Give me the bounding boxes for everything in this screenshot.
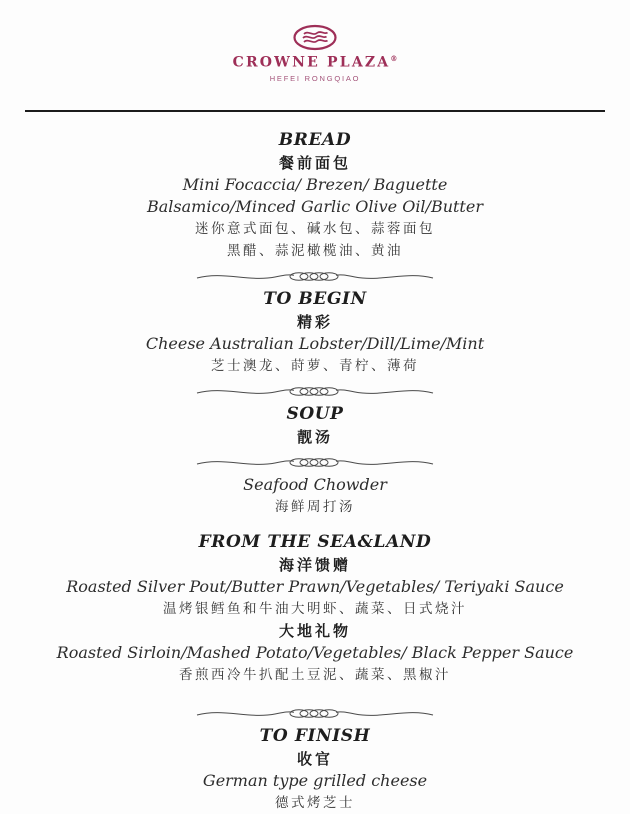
section-divider — [195, 704, 435, 720]
brand-header — [0, 24, 630, 83]
flourish-divider-icon — [195, 267, 435, 283]
menu-item-en: Seafood Chowder — [243, 474, 387, 494]
flourish-divider-icon — [195, 382, 435, 398]
menu-item-en: Cheese Australian Lobster/Dill/Lime/Mint — [145, 333, 485, 353]
section-title-zh: 大地礼物 — [278, 621, 351, 640]
menu-item-zh: 黑醋、蒜泥橄榄油、黄油 — [227, 242, 403, 259]
section-title-en: FROM THE SEA&LAND — [198, 531, 432, 552]
brand-name — [0, 54, 630, 71]
header-rule — [25, 110, 605, 112]
section-spacer — [0, 686, 630, 699]
section-title-en: TO BEGIN — [263, 288, 367, 309]
section-spacer — [0, 518, 630, 531]
menu-item-en: Roasted Silver Pout/Butter Prawn/Vegetables/ Teriyaki Sauce — [66, 576, 564, 596]
section-title-en: SOUP — [286, 403, 344, 424]
menu-item-zh: 温烤银鳕鱼和牛油大明虾、蔬菜、日式烧汁 — [163, 600, 467, 617]
trademark-symbol: ® — [390, 54, 398, 63]
menu-item-zh: 芝士澳龙、莳萝、青柠、薄荷 — [211, 357, 419, 374]
crowne-plaza-logo — [0, 24, 630, 51]
menu-item-en: Mini Focaccia/ Brezen/ Baguette — [182, 174, 448, 194]
flourish-divider-icon — [195, 704, 435, 720]
section-divider — [195, 453, 435, 469]
crowne-plaza-waves-icon — [292, 24, 338, 51]
section-title-zh: 海洋馈赠 — [278, 555, 351, 574]
section-title-en: BREAD — [278, 129, 352, 150]
menu-item-zh: 香煎西冷牛扒配土豆泥、蔬菜、黑椒汁 — [179, 666, 451, 683]
brand-name-text: CROWNE PLAZA — [232, 54, 391, 71]
section-divider — [195, 267, 435, 283]
menu-item-en: Balsamico/Minced Garlic Olive Oil/Butter — [147, 196, 483, 216]
menu-item-zh: 迷你意式面包、碱水包、蒜蓉面包 — [195, 220, 435, 237]
section-title-zh: 精彩 — [296, 312, 333, 331]
menu-item-zh: 海鲜周打汤 — [275, 498, 355, 515]
section-title-en: TO FINISH — [259, 725, 371, 746]
section-title-zh: 餐前面包 — [278, 153, 351, 172]
menu-item-en: Roasted Sirloin/Mashed Potato/Vegetables/ Black Pepper Sauce — [56, 642, 574, 662]
section-divider — [195, 382, 435, 398]
brand-location: HEFEI RONGQIAO — [269, 73, 361, 83]
section-title-zh: 收官 — [296, 749, 333, 768]
menu-item-zh: 德式烤芝士 — [275, 794, 355, 811]
menu-item-en: German type grilled cheese — [202, 770, 428, 790]
flourish-divider-icon — [195, 453, 435, 469]
menu-blocks — [0, 129, 630, 814]
section-title-zh: 靓汤 — [296, 427, 333, 446]
